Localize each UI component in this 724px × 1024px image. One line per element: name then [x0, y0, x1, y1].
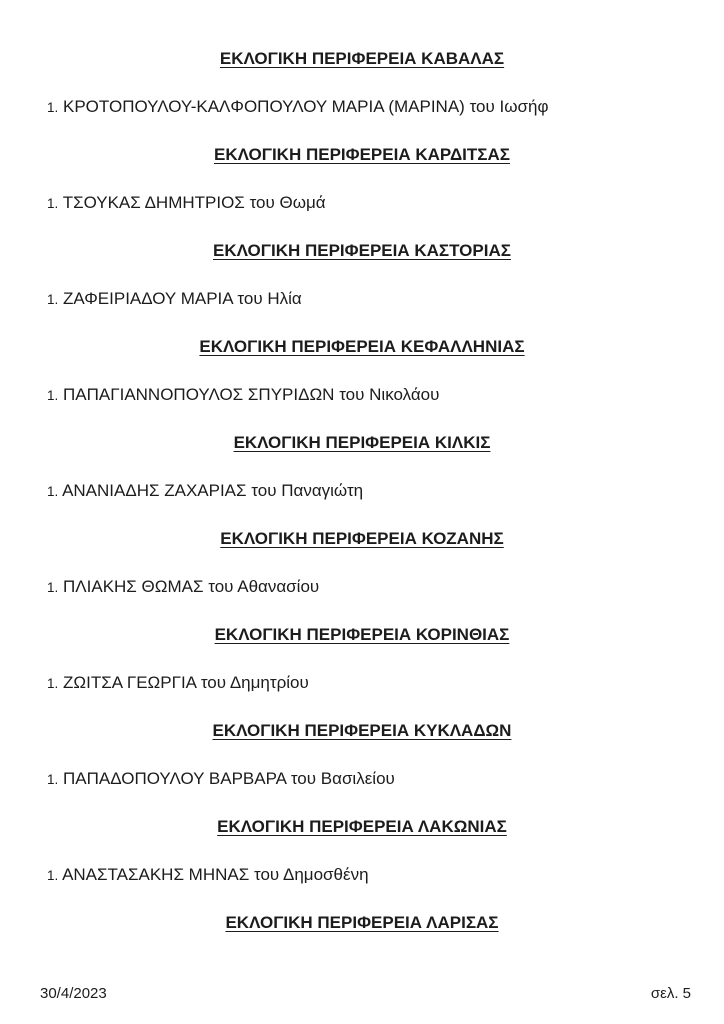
candidate-father: του Νικολάου — [339, 385, 440, 404]
candidate-number: 1. — [47, 484, 59, 499]
section-title: ΕΚΛΟΓΙΚΗ ΠΕΡΙΦΕΡΕΙΑ ΚΟΖΑΝΗΣ — [220, 529, 504, 548]
candidate-row — [47, 577, 724, 598]
candidate-name: ΚΡΟΤΟΠΟΥΛΟΥ-ΚΑΛΦΟΠΟΥΛΟΥ ΜΑΡΙΑ (ΜΑΡΙΝΑ) — [63, 97, 465, 116]
section-kykladon — [0, 721, 724, 790]
section-kavalas — [0, 49, 724, 118]
candidate-row — [47, 193, 724, 214]
candidate-father: του Ηλία — [237, 289, 302, 308]
section-larisas — [0, 913, 724, 933]
section-karditsas — [0, 145, 724, 214]
section-kilkis — [0, 433, 724, 502]
section-title: ΕΚΛΟΓΙΚΗ ΠΕΡΙΦΕΡΕΙΑ ΚΙΛΚΙΣ — [233, 433, 491, 452]
candidate-number: 1. — [47, 580, 59, 595]
candidate-name: ΤΣΟΥΚΑΣ ΔΗΜΗΤΡΙΟΣ — [62, 193, 245, 212]
candidate-father: του Αθανασίου — [208, 577, 320, 596]
section-title: ΕΚΛΟΓΙΚΗ ΠΕΡΙΦΕΡΕΙΑ ΚΥΚΛΑΔΩΝ — [212, 721, 512, 740]
section-kastorias — [0, 241, 724, 310]
candidate-row — [47, 769, 724, 790]
section-title: ΕΚΛΟΓΙΚΗ ΠΕΡΙΦΕΡΕΙΑ ΚΑΡΔΙΤΣΑΣ — [214, 145, 510, 164]
candidate-name: ΠΑΠΑΓΙΑΝΝΟΠΟΥΛΟΣ ΣΠΥΡΙΔΩΝ — [63, 385, 335, 404]
section-kozanis — [0, 529, 724, 598]
candidate-father: του Δημητρίου — [200, 673, 309, 692]
candidate-name: ΠΛΙΑΚΗΣ ΘΩΜΑΣ — [63, 577, 204, 596]
candidate-number: 1. — [47, 100, 59, 115]
footer-date: 30/4/2023 — [40, 985, 107, 1002]
candidate-name: ΠΑΠΑΔΟΠΟΥΛΟΥ ΒΑΡΒΑΡΑ — [63, 769, 287, 788]
candidate-row — [47, 673, 724, 694]
candidate-name: ΑΝΑΝΙΑΔΗΣ ΖΑΧΑΡΙΑΣ — [62, 481, 247, 500]
candidate-father: του Παναγιώτη — [251, 481, 364, 500]
candidate-number: 1. — [47, 772, 59, 787]
section-lakonias — [0, 817, 724, 886]
section-title: ΕΚΛΟΓΙΚΗ ΠΕΡΙΦΕΡΕΙΑ ΛΑΡΙΣΑΣ — [225, 913, 499, 932]
candidate-row — [47, 481, 724, 502]
section-title: ΕΚΛΟΓΙΚΗ ΠΕΡΙΦΕΡΕΙΑ ΚΑΣΤΟΡΙΑΣ — [213, 241, 511, 260]
section-korinthias — [0, 625, 724, 694]
candidate-father: του Ιωσήφ — [469, 97, 549, 116]
section-title: ΕΚΛΟΓΙΚΗ ΠΕΡΙΦΕΡΕΙΑ ΚΟΡΙΝΘΙΑΣ — [214, 625, 510, 644]
candidate-number: 1. — [47, 388, 59, 403]
section-title: ΕΚΛΟΓΙΚΗ ΠΕΡΙΦΕΡΕΙΑ ΚΕΦΑΛΛΗΝΙΑΣ — [199, 337, 525, 356]
candidate-name: ΑΝΑΣΤΑΣΑΚΗΣ ΜΗΝΑΣ — [62, 865, 250, 884]
section-kefallinias — [0, 337, 724, 406]
candidate-row — [47, 385, 724, 406]
candidate-number: 1. — [47, 868, 59, 883]
candidate-row — [47, 97, 724, 118]
section-title: ΕΚΛΟΓΙΚΗ ΠΕΡΙΦΕΡΕΙΑ ΛΑΚΩΝΙΑΣ — [217, 817, 507, 836]
candidate-number: 1. — [47, 196, 59, 211]
candidate-name: ΖΑΦΕΙΡΙΑΔΟΥ ΜΑΡΙΑ — [63, 289, 233, 308]
candidate-father: του Βασιλείου — [290, 769, 395, 788]
candidate-row — [47, 865, 724, 886]
section-title: ΕΚΛΟΓΙΚΗ ΠΕΡΙΦΕΡΕΙΑ ΚΑΒΑΛΑΣ — [219, 49, 505, 68]
candidate-number: 1. — [47, 292, 59, 307]
candidate-name: ΖΩΙΤΣΑ ΓΕΩΡΓΙΑ — [63, 673, 197, 692]
candidate-father: του Θωμά — [249, 193, 326, 212]
footer-page-number: σελ. 5 — [650, 985, 691, 1002]
candidate-father: του Δημοσθένη — [253, 865, 369, 884]
candidate-number: 1. — [47, 676, 59, 691]
candidate-row — [47, 289, 724, 310]
